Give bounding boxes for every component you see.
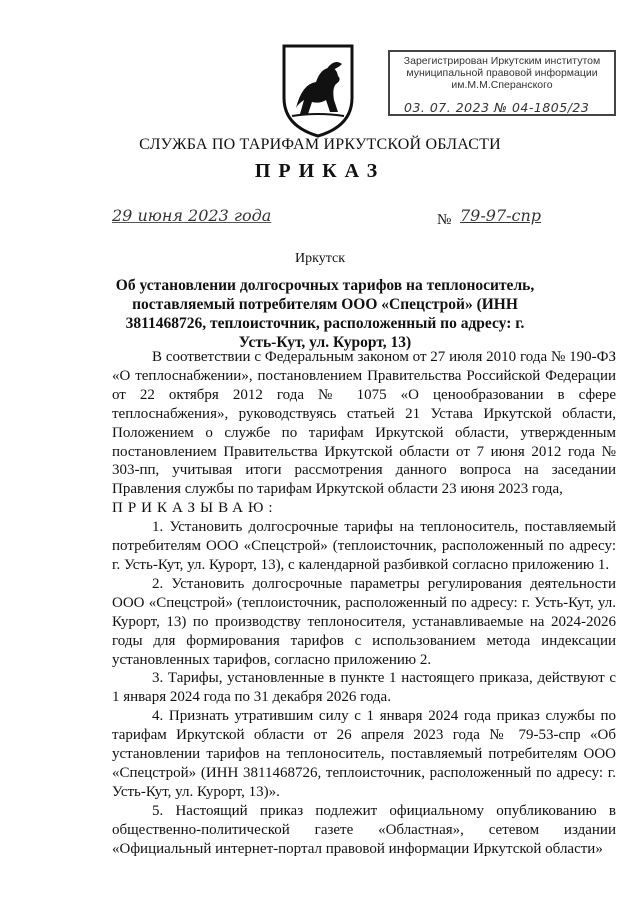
coat-of-arms-icon [280,42,356,138]
stamp-handwritten-number: 03. 07. 2023 № 04-1805/23 [404,100,590,115]
order-keyword: ПРИКАЗЫВАЮ: [112,500,278,517]
document-body [112,348,616,858]
clause-3: 3. Тарифы, установленные в пункте 1 настоящего приказа, действуют с 1 января 2024 года по 31 декабря 2026 года. [112,670,616,706]
clause-1: 1. Установить долгосрочные тарифы на теплоноситель, поставляемый потребителям ООО «Спецстрой» (теплоисточник, расположенный по адресу: г. Усть-Кут, ул. Курорт, 13), с календарной разбивкой согласно приложению 1. [112,519,616,573]
number-sign: № [437,212,452,228]
document-title: ПРИКАЗ [254,160,386,182]
stamp-line-3: им.М.М.Сперанского [451,79,553,91]
preamble-paragraph: В соответствии с Федеральным законом от 27 июля 2010 года № 190-ФЗ «О теплоснабжении», постановлением Правительства Российской Федерации от 22 октября 2012 года № 1075 «О ценообразовании в сфере теплоснабжения», руководствуясь статьей 21 Устава Иркутской области, Положением о службе по тарифам Иркутской области, утвержденным постановлением Правительства Иркутской области от 7 июня 2012 года № 303-пп, учитывая итоги рассмотрения данного вопроса на заседании Правления службы по тарифам Иркутской области 23 июня 2023 года, [112,349,616,498]
agency-name: СЛУЖБА ПО ТАРИФАМ ИРКУТСКОЙ ОБЛАСТИ [139,136,501,153]
clause-2: 2. Установить долгосрочные параметры регулирования деятельности ООО «Спецстрой» (теплоисточник, расположенный по адресу: г. Усть-Кут, ул. Курорт, 13) по производству теплоносителя, устанавливаемые на 2024-2026 годы для формирования тарифов с использованием метода индексации установленных тарифов, согласно приложению 2. [112,575,616,668]
clause-5: 5. Настоящий приказ подлежит официальному опубликованию в общественно-политической газете «Областная», сетевом издании «Официальный интернет-портал правовой информации Иркутской области» [112,802,616,857]
order-number: 79-97-спр [460,206,542,225]
order-date: 29 июня 2023 года [112,206,272,225]
stamp-line-1: Зарегистрирован Иркутским институтом [403,55,601,67]
order-heading: Об установлении долгосрочных тарифов на теплоноситель, поставляемый потребителям ООО «Спецстрой» (ИНН 3811468726, теплоисточник, расположенный по адресу: г. Усть-Кут, ул. Курорт, 13) [115,277,535,351]
registration-stamp [388,50,616,116]
clause-4: 4. Признать утратившим силу с 1 января 2024 года приказ службы по тарифам Иркутской области от 26 апреля 2023 года № 79-53-спр «Об установлении тарифов на теплоноситель, поставляемый потребителям ООО «Спецстрой» (ИНН 3811468726, теплоисточник, расположенный по адресу: г. Усть-Кут, ул. Курорт, 13)». [112,708,616,800]
city-name: Иркутск [294,251,346,266]
stamp-line-2: муниципальной правовой информации [406,67,598,79]
